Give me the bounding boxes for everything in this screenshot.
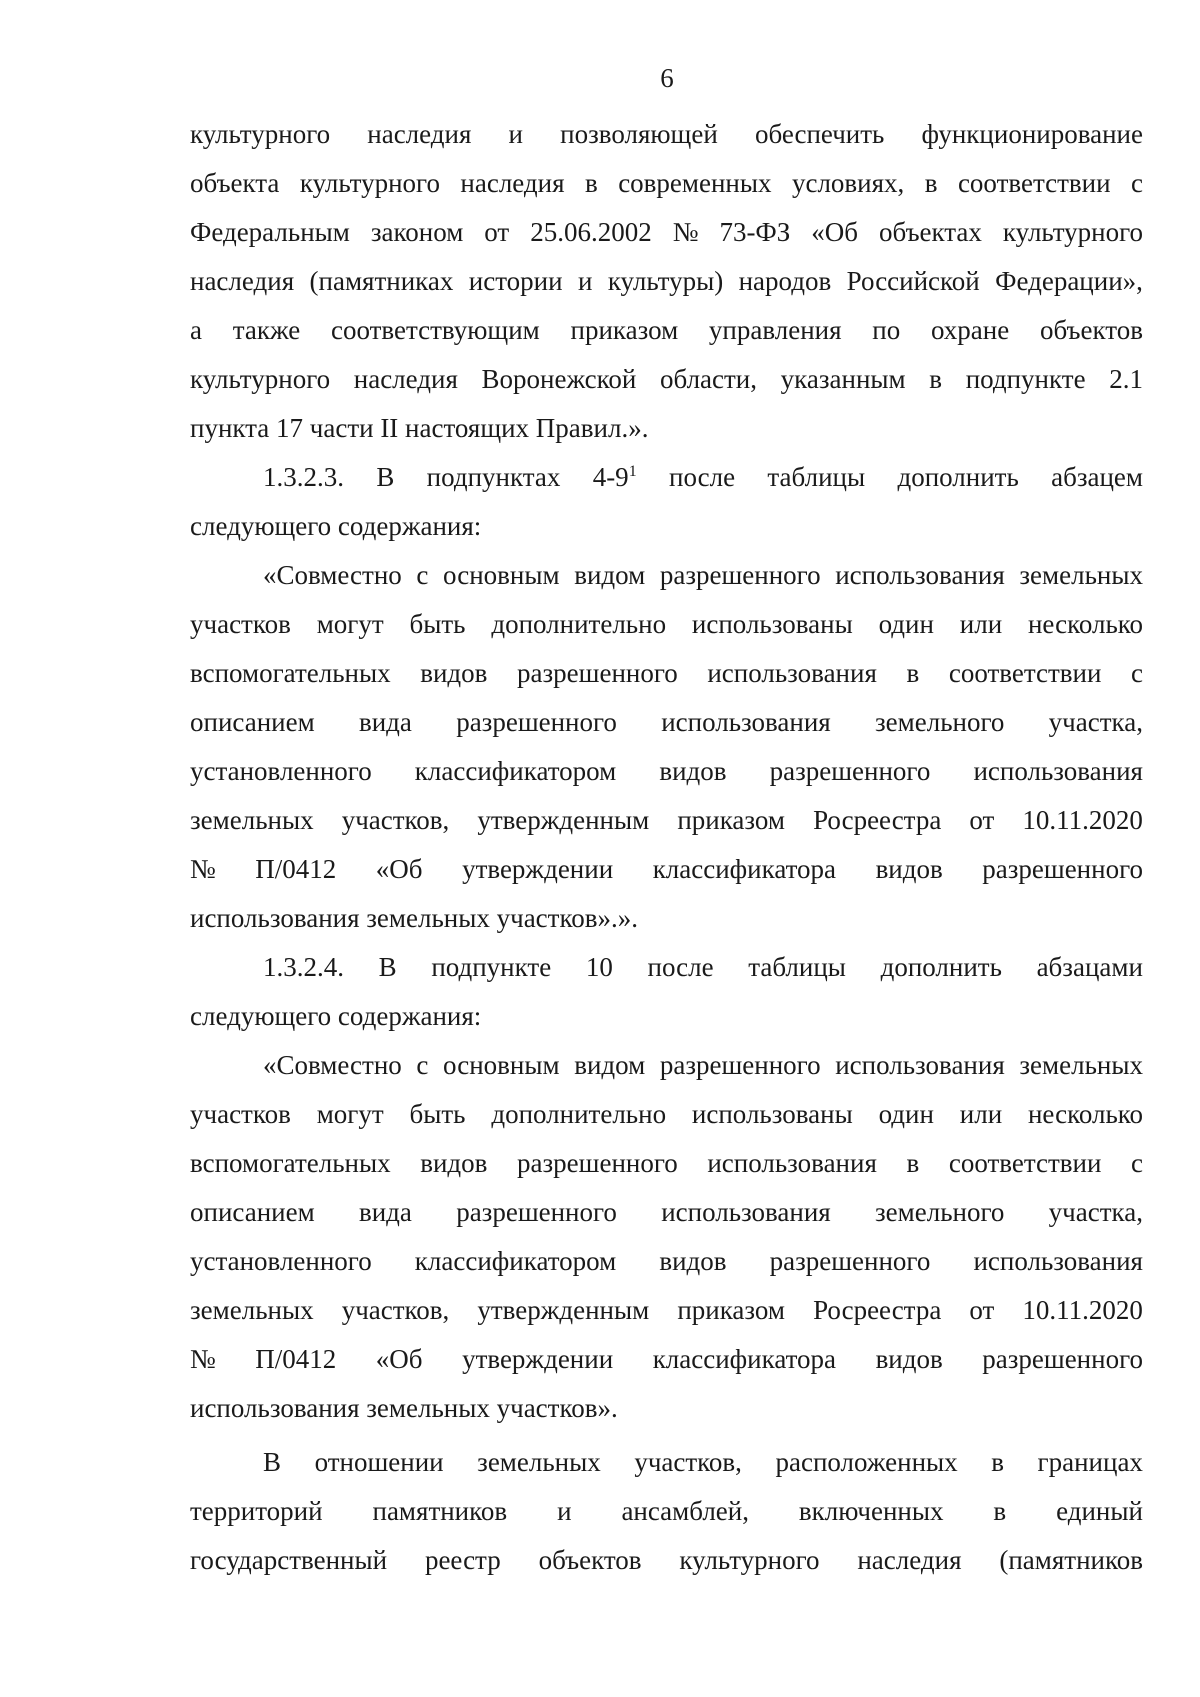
- word: участка,: [1048, 1197, 1143, 1227]
- text-line: [190, 453, 1143, 502]
- text-line: [190, 1237, 1143, 1286]
- word: описанием: [190, 1197, 315, 1227]
- word: и: [557, 1496, 572, 1526]
- word: дополнительно: [491, 609, 667, 639]
- word: вида: [358, 1197, 412, 1227]
- line-text: использования земельных участков».: [190, 1393, 618, 1423]
- word: В: [263, 1447, 282, 1477]
- word: наследия: [353, 364, 458, 394]
- word: классификатором: [414, 1246, 617, 1276]
- word: В: [378, 952, 397, 982]
- text-line: [190, 943, 1143, 992]
- line-text: следующего содержания:: [190, 511, 482, 541]
- word: основным: [443, 1050, 560, 1080]
- word: от: [969, 805, 995, 835]
- word: могут: [316, 1099, 384, 1129]
- word: включенных: [798, 1496, 944, 1526]
- word: видом: [574, 560, 646, 590]
- word: после: [647, 952, 714, 982]
- word: от: [484, 217, 510, 247]
- word: или: [959, 1099, 1003, 1129]
- text-line: [190, 1188, 1143, 1237]
- word: $4-9^1$: [592, 462, 637, 492]
- text-line: [190, 306, 1143, 355]
- word: разрешенного: [769, 756, 931, 786]
- word: «Об: [375, 1344, 423, 1374]
- word: подпункте: [431, 952, 552, 982]
- line-text: использования земельных участков».».: [190, 903, 638, 933]
- text-line: [190, 698, 1143, 747]
- word: 1.3.2.4.: [263, 952, 344, 982]
- word: 10.11.2020: [1022, 1295, 1143, 1325]
- word: абзацем: [1051, 462, 1143, 492]
- word: расположенных: [775, 1447, 958, 1477]
- word: использования: [661, 707, 831, 737]
- word: в: [924, 168, 938, 198]
- word: в: [906, 658, 920, 688]
- word: видов: [659, 756, 727, 786]
- document-body: [190, 110, 1143, 1585]
- word: 10.11.2020: [1022, 805, 1143, 835]
- text-line: [190, 1041, 1143, 1090]
- word: использованы: [691, 609, 853, 639]
- text-line: [190, 1536, 1143, 1585]
- word: 10: [585, 952, 613, 982]
- word: объектах: [879, 217, 982, 247]
- word: области,: [660, 364, 758, 394]
- paragraph: [190, 1438, 1143, 1585]
- word: видов: [875, 1344, 943, 1374]
- word: установленного: [190, 756, 372, 786]
- word: классификатора: [652, 1344, 837, 1374]
- word: земельных: [190, 805, 314, 835]
- word: позволяющей: [560, 119, 718, 149]
- word: разрешенного: [456, 707, 617, 737]
- word: подпунктах: [426, 462, 561, 492]
- word: описанием: [190, 707, 315, 737]
- word: с: [416, 1050, 429, 1080]
- text-line: [190, 1090, 1143, 1139]
- word: (памятников: [999, 1545, 1143, 1575]
- word: П/0412: [255, 1344, 337, 1374]
- word: разрешенного: [456, 1197, 617, 1227]
- word: участка,: [1048, 707, 1143, 737]
- word: разрешенного: [517, 1148, 678, 1178]
- word: таблицы: [767, 462, 866, 492]
- word: «Совместно: [263, 1050, 402, 1080]
- text-line: [190, 649, 1143, 698]
- word: с: [1131, 1148, 1143, 1178]
- word: после: [669, 462, 736, 492]
- word: «Совместно: [263, 560, 402, 590]
- word: 25.06.2002: [530, 217, 652, 247]
- word: народов: [738, 266, 832, 296]
- word: установленного: [190, 1246, 372, 1276]
- word: а: [190, 315, 202, 345]
- word: приказом: [677, 805, 785, 835]
- word: использования: [707, 1148, 877, 1178]
- word: 73-ФЗ: [719, 217, 791, 247]
- word: видов: [420, 1148, 488, 1178]
- word: реестр: [424, 1545, 501, 1575]
- text-line: [190, 159, 1143, 208]
- word: «Об: [375, 854, 423, 884]
- word: утвержденным: [477, 1295, 650, 1325]
- word: территорий: [190, 1496, 323, 1526]
- word: наследия: [367, 119, 472, 149]
- word: приказом: [677, 1295, 785, 1325]
- word: или: [959, 609, 1003, 639]
- word: условиях,: [791, 168, 905, 198]
- word: №: [672, 217, 699, 247]
- word: видов: [659, 1246, 727, 1276]
- word: культурного: [190, 364, 331, 394]
- word: видом: [574, 1050, 646, 1080]
- word: разрешенного: [659, 560, 821, 590]
- word: использования: [835, 560, 1005, 590]
- word: «Об: [811, 217, 859, 247]
- word: 1.3.2.3.: [263, 462, 344, 492]
- word: в: [906, 1148, 920, 1178]
- word: классификатором: [414, 756, 617, 786]
- line-text: следующего содержания:: [190, 1001, 482, 1031]
- word: памятников: [372, 1496, 508, 1526]
- word: земельного: [875, 1197, 1005, 1227]
- word: таблицы: [748, 952, 846, 982]
- word: указанным: [780, 364, 906, 394]
- word: участков,: [341, 1295, 450, 1325]
- text-line: [190, 894, 1143, 943]
- word: от: [969, 1295, 995, 1325]
- word: объекта: [190, 168, 280, 198]
- word: земельных: [1019, 1050, 1143, 1080]
- word: также: [232, 315, 301, 345]
- word: границах: [1037, 1447, 1143, 1477]
- page-number: 6: [660, 63, 674, 93]
- text-line: [190, 600, 1143, 649]
- word: П/0412: [255, 854, 337, 884]
- word: Федерации»,: [995, 266, 1143, 296]
- word: государственный: [190, 1545, 388, 1575]
- word: несколько: [1027, 609, 1143, 639]
- word: наследия: [460, 168, 565, 198]
- word: использования: [661, 1197, 831, 1227]
- word: ансамблей,: [621, 1496, 749, 1526]
- word: использованы: [691, 1099, 853, 1129]
- word: использования: [835, 1050, 1005, 1080]
- word: истории: [468, 266, 563, 296]
- word: один: [878, 609, 934, 639]
- text-line: [190, 551, 1143, 600]
- text-line: [190, 747, 1143, 796]
- word: №: [190, 854, 216, 884]
- word: вспомогательных: [190, 658, 391, 688]
- word: соответствии: [957, 168, 1111, 198]
- word: соответствии: [948, 658, 1102, 688]
- word: (памятниках: [309, 266, 454, 296]
- word: обеспечить: [754, 119, 885, 149]
- word: с: [1130, 168, 1143, 198]
- word: один: [878, 1099, 934, 1129]
- text-line: [190, 1487, 1143, 1536]
- word: Российской: [846, 266, 980, 296]
- word: дополнить: [880, 952, 1002, 982]
- word: №: [190, 1344, 216, 1374]
- word: разрешенного: [982, 854, 1143, 884]
- word: современных: [618, 168, 772, 198]
- word: Росреестра: [813, 805, 942, 835]
- word: классификатора: [652, 854, 837, 884]
- word: основным: [443, 560, 560, 590]
- word: видов: [420, 658, 488, 688]
- word: с: [1131, 658, 1143, 688]
- word: охране: [930, 315, 1010, 345]
- word: утверждении: [462, 1344, 614, 1374]
- word: соответствующим: [331, 315, 540, 345]
- text-line: [190, 1438, 1143, 1487]
- text-line: [190, 355, 1143, 404]
- word: использования: [973, 756, 1143, 786]
- word: разрешенного: [659, 1050, 821, 1080]
- text-line: [190, 1139, 1143, 1188]
- word: в: [929, 364, 943, 394]
- text-line: [190, 1335, 1143, 1384]
- word: единый: [1056, 1496, 1143, 1526]
- word: вспомогательных: [190, 1148, 391, 1178]
- line-text: пункта 17 части II настоящих Правил.».: [190, 413, 649, 443]
- word: утверждении: [462, 854, 614, 884]
- word: Воронежской: [481, 364, 637, 394]
- text-line: [190, 208, 1143, 257]
- word: функционирование: [921, 119, 1143, 149]
- text-line: [190, 257, 1143, 306]
- word: земельных: [190, 1295, 314, 1325]
- paragraph: [190, 943, 1143, 1041]
- word: отношении: [314, 1447, 444, 1477]
- word: объектов: [1039, 315, 1143, 345]
- word: Федеральным: [190, 217, 350, 247]
- word: управления: [708, 315, 842, 345]
- word: участков: [190, 1099, 291, 1129]
- paragraph: [190, 453, 1143, 551]
- word: абзацами: [1036, 952, 1143, 982]
- word: участков,: [634, 1447, 742, 1477]
- word: использования: [973, 1246, 1143, 1276]
- word: Росреестра: [813, 1295, 942, 1325]
- word: быть: [409, 1099, 466, 1129]
- word: разрешенного: [769, 1246, 931, 1276]
- word: по: [872, 315, 901, 345]
- word: культурного: [299, 168, 440, 198]
- text-line: [190, 110, 1143, 159]
- word: участков,: [341, 805, 450, 835]
- word: разрешенного: [982, 1344, 1143, 1374]
- word: могут: [316, 609, 384, 639]
- word: В: [376, 462, 395, 492]
- word: дополнить: [897, 462, 1019, 492]
- word: земельных: [477, 1447, 601, 1477]
- word: 2.1: [1109, 364, 1143, 394]
- word: культурного: [679, 1545, 820, 1575]
- word: с: [416, 560, 429, 590]
- word: несколько: [1027, 1099, 1143, 1129]
- word: земельных: [1019, 560, 1143, 590]
- text-line: [190, 1286, 1143, 1335]
- text-line: [190, 502, 1143, 551]
- word: культурного: [1002, 217, 1143, 247]
- word: вида: [358, 707, 412, 737]
- word: в: [991, 1447, 1004, 1477]
- word: и: [508, 119, 523, 149]
- word: наследия: [190, 266, 295, 296]
- word: в: [584, 168, 598, 198]
- word: подпункте: [965, 364, 1086, 394]
- word: дополнительно: [491, 1099, 667, 1129]
- text-line: [190, 796, 1143, 845]
- word: наследия: [857, 1545, 962, 1575]
- word: разрешенного: [517, 658, 678, 688]
- paragraph: [190, 110, 1143, 453]
- word: объектов: [538, 1545, 642, 1575]
- word: участков: [190, 609, 291, 639]
- text-line: [190, 404, 1143, 453]
- word: использования: [707, 658, 877, 688]
- paragraph: [190, 1041, 1143, 1433]
- text-line: [190, 1384, 1143, 1433]
- word: соответствии: [948, 1148, 1102, 1178]
- word: в: [993, 1496, 1007, 1526]
- text-line: [190, 845, 1143, 894]
- word: культурного: [190, 119, 331, 149]
- word: законом: [370, 217, 464, 247]
- word: быть: [409, 609, 466, 639]
- word: и: [577, 266, 593, 296]
- word: приказом: [570, 315, 679, 345]
- word: видов: [875, 854, 943, 884]
- word: утвержденным: [477, 805, 650, 835]
- paragraph: [190, 551, 1143, 943]
- word: земельного: [875, 707, 1005, 737]
- word: культуры): [607, 266, 724, 296]
- text-line: [190, 992, 1143, 1041]
